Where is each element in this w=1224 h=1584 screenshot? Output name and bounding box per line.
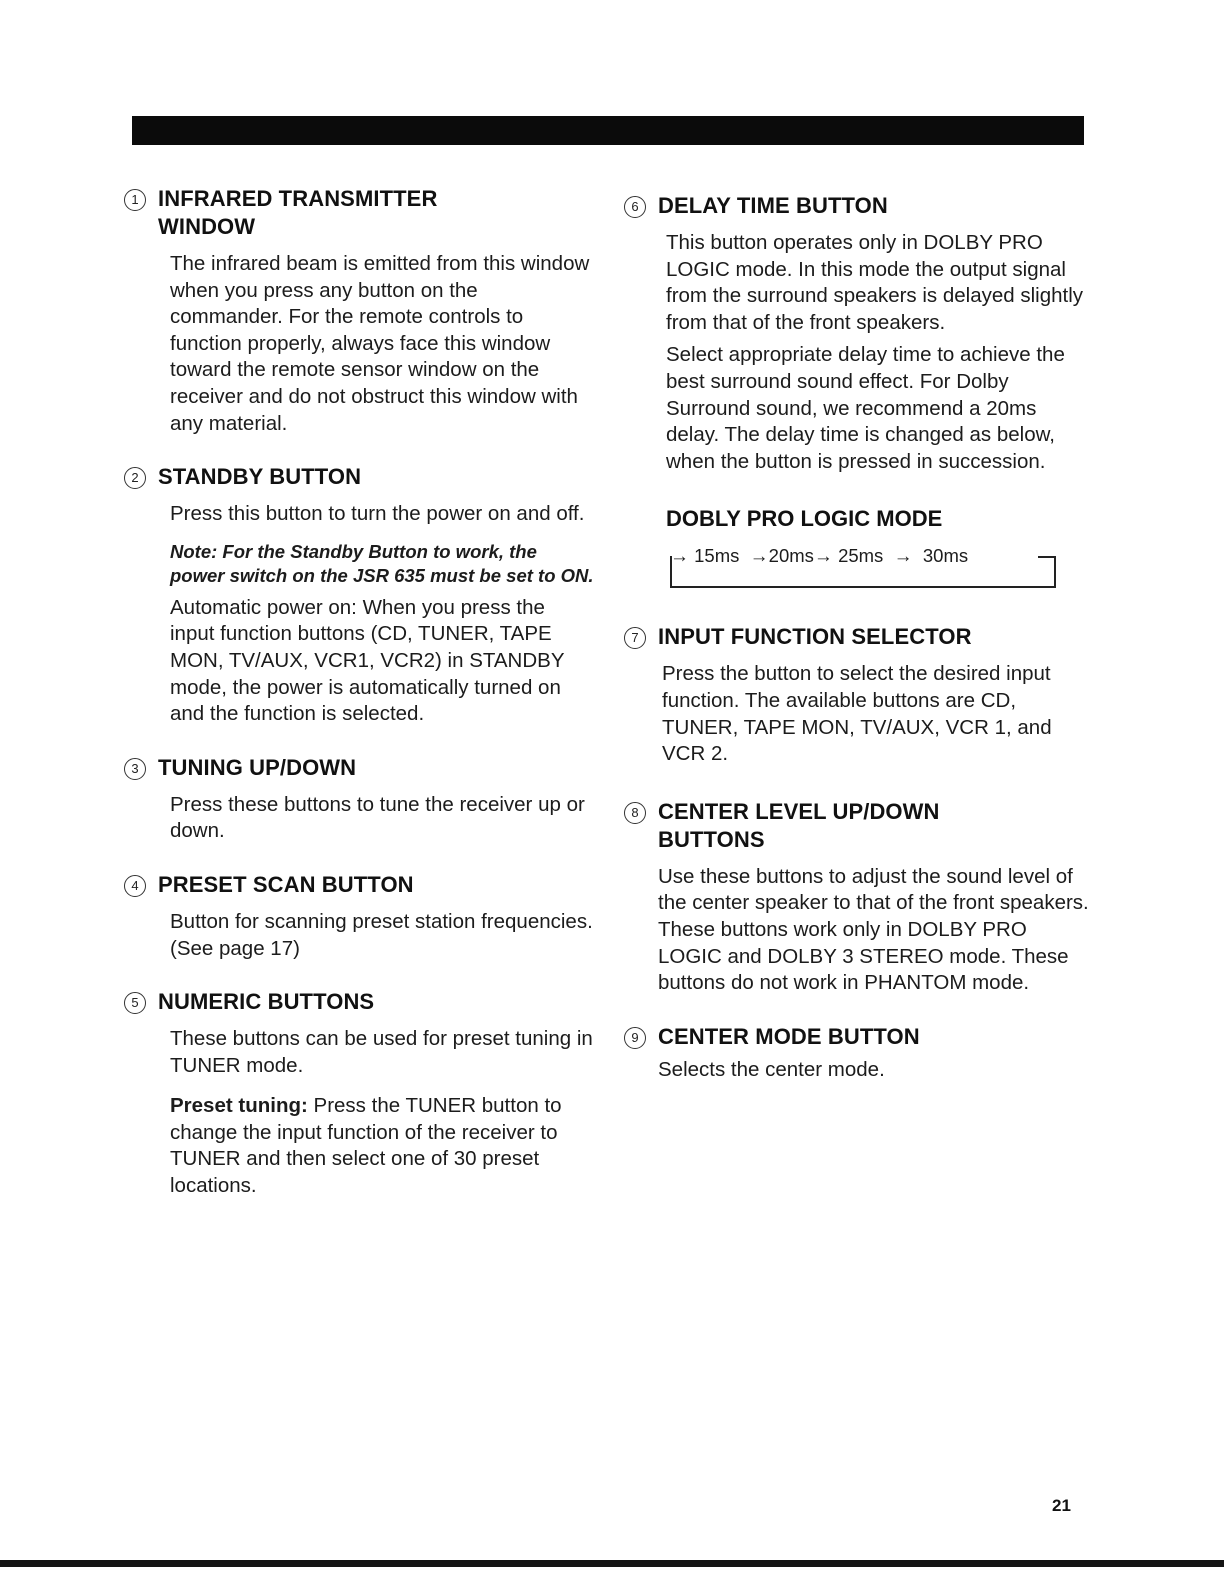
item-number-5: 5 (124, 992, 146, 1014)
mode-title: DOBLY PRO LOGIC MODE (666, 506, 943, 532)
section-header (624, 798, 1094, 854)
section-center-level-buttons (624, 798, 1094, 997)
section-tuning-up-down (124, 754, 594, 845)
paragraph: This button operates only in DOLBY PRO LOGIC mode. In this mode the output signal from the surround speakers is delayed slightly from that of the front speakers. (666, 231, 1084, 334)
right-column (624, 192, 1094, 1083)
arrow-right-icon: → (670, 546, 689, 568)
section-title: DELAY TIME BUTTON (658, 193, 888, 218)
section-center-mode-button (624, 1023, 1094, 1084)
paragraph: Select appropriate delay time to achieve the best surround sound effect. For Dolby Surround sound, we recommend a 20ms delay. The delay time is changed as below, when the button is pressed in succession. (666, 343, 1065, 473)
item-number-6: 6 (624, 196, 646, 218)
section-standby-button (124, 463, 594, 728)
paragraph: Automatic power on: When you press the input function buttons (CD, TUNER, TAPE MON, TV/AUX, VCR1, VCR2) in STANDBY mode, the power is automatically turned on and the function is selected. (170, 595, 565, 726)
note: Note: For the Standby Button to work, the power switch on the JSR 635 must be set to ON. (170, 540, 594, 587)
paragraph: Use these buttons to adjust the sound level of the center speaker to that of the front speakers. These buttons work only in DOLBY PRO LOGIC and DOLBY 3 STEREO mode. These buttons do not work in PHANTOM mode. (658, 864, 1089, 995)
section-header (124, 463, 594, 491)
diagram-line (670, 586, 1056, 588)
section-body (170, 909, 594, 962)
paragraph: These buttons can be used for preset tuning in TUNER mode. (170, 1027, 593, 1077)
section-title-line-1: INFRARED TRANSMITTER (158, 186, 438, 211)
section-input-function-selector (624, 623, 1094, 767)
preset-tuning-text: Press the TUNER button to change the input function of the receiver to TUNER and then select one of 30 preset locations. (170, 1094, 562, 1198)
left-column (124, 185, 594, 1200)
preset-tuning-paragraph (170, 1093, 594, 1199)
section-body (170, 792, 594, 845)
paragraph: Press these buttons to tune the receiver up or down. (170, 792, 585, 843)
section-header (124, 754, 594, 782)
section-title (158, 185, 437, 241)
section-title: NUMERIC BUTTONS (158, 989, 375, 1015)
page-number: 21 (1052, 1496, 1071, 1515)
delay-value: 15ms (694, 545, 740, 567)
section-body (170, 251, 594, 437)
section-title-line-1: CENTER LEVEL UP/DOWN (658, 798, 940, 824)
item-number-2: 2 (124, 467, 146, 489)
section-header (124, 871, 594, 899)
paragraph: Press this button to turn the power on and off. (170, 502, 585, 526)
delay-sequence (670, 543, 968, 570)
diagram-line (1038, 556, 1055, 558)
section-title (658, 798, 940, 854)
section-title-line-2: BUTTONS (658, 826, 765, 852)
section-header (624, 192, 1094, 220)
arrow-right-icon: → (813, 546, 833, 568)
diagram-line (1054, 556, 1056, 587)
section-header (124, 988, 594, 1016)
section-title: PRESET SCAN BUTTON (158, 871, 414, 897)
section-body (170, 501, 594, 728)
footer-bar (0, 1560, 1224, 1567)
delay-value: 30ms (922, 545, 969, 567)
section-title: CENTER MODE BUTTON (658, 1023, 920, 1049)
delay-cycle-diagram (666, 543, 1058, 589)
arrow-right-icon: → (749, 546, 769, 568)
section-title: TUNING UP/DOWN (158, 754, 357, 780)
section-body (658, 864, 1094, 997)
paragraph: The infrared beam is emitted from this window when you press any button on the commander. For the remote controls to function properly, always face this window toward the remote sensor window on the receiver and do not obstruct this window with any material. (170, 252, 590, 435)
delay-value: 25ms (838, 545, 884, 567)
section-infrared-transmitter-window (124, 185, 594, 437)
item-number-1: 1 (124, 189, 146, 211)
section-header (624, 1023, 1094, 1051)
section-header (124, 185, 594, 241)
item-number-7: 7 (624, 627, 646, 649)
section-delay-time-button (624, 192, 1094, 589)
header-bar (132, 116, 1084, 145)
section-title: STANDBY BUTTON (158, 464, 362, 490)
section-title-line-2: WINDOW (158, 214, 256, 239)
delay-value: 20ms (768, 545, 814, 567)
preset-tuning-label: Preset tuning: (170, 1094, 308, 1118)
section-preset-scan-button (124, 871, 594, 962)
item-number-4: 4 (124, 875, 146, 897)
section-body (666, 230, 1094, 589)
item-number-3: 3 (124, 758, 146, 780)
section-body (170, 1026, 594, 1200)
section-body (662, 661, 1094, 767)
section-numeric-buttons (124, 988, 594, 1200)
paragraph: Button for scanning preset station frequencies. (See page 17) (170, 909, 593, 960)
paragraph: Selects the center mode. (658, 1057, 885, 1081)
arrow-right-icon: → (893, 546, 913, 568)
section-header (624, 623, 1094, 651)
item-number-9: 9 (624, 1027, 646, 1049)
section-title: INPUT FUNCTION SELECTOR (658, 624, 972, 650)
section-body (658, 1057, 1094, 1084)
item-number-8: 8 (624, 802, 646, 824)
paragraph: Press the button to select the desired input function. The available buttons are CD, TUNER, TAPE MON, TV/AUX, VCR 1, and VCR 2. (662, 662, 1052, 766)
